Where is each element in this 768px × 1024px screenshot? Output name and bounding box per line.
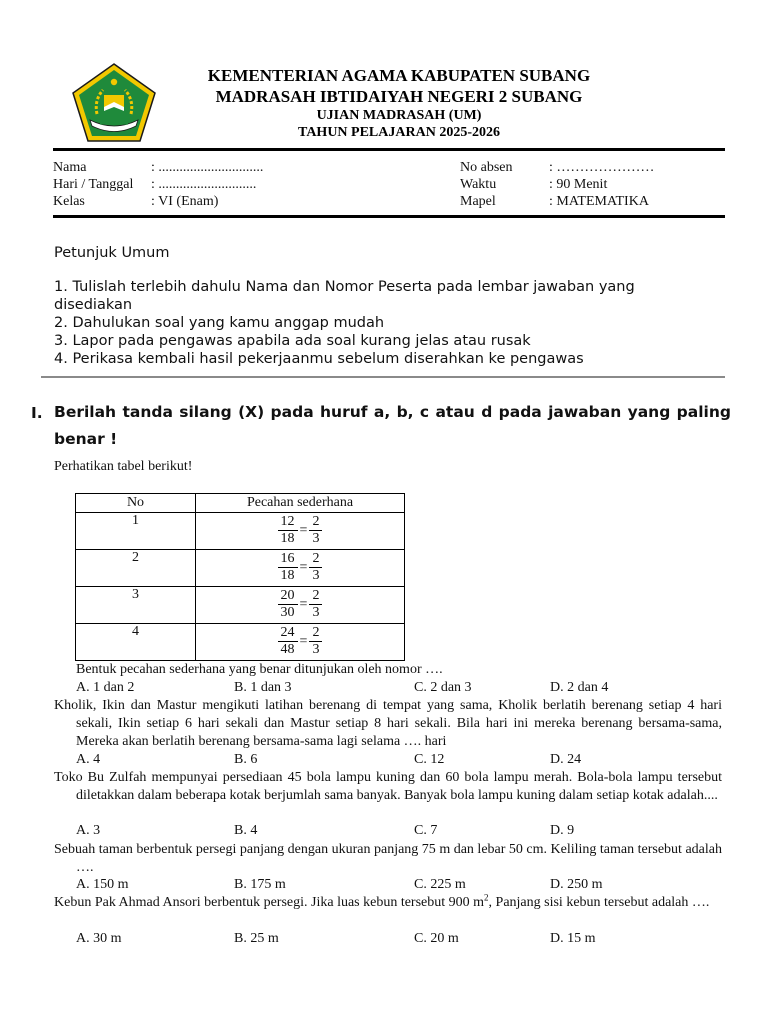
section-instruction: Berilah tanda silang (X) pada huruf a, b, c atau d pada jawaban yang paling benar ! — [54, 403, 731, 448]
superscript: 2 — [484, 892, 489, 903]
option-c[interactable]: C. 20 m — [414, 931, 459, 946]
option-c[interactable]: C. 225 m — [414, 877, 466, 892]
option-b[interactable]: B. 25 m — [234, 931, 279, 946]
field-absen: : ………………… — [549, 160, 655, 175]
row-fraction — [196, 587, 405, 624]
fraction-denominator: 3 — [312, 568, 320, 583]
option-c[interactable]: C. 12 — [414, 752, 445, 767]
fraction-numerator: 2 — [309, 625, 322, 642]
fraction-numerator: 12 — [278, 514, 298, 531]
header-ministry: KEMENTERIAN AGAMA KABUPATEN SUBANG — [207, 66, 591, 85]
option-a[interactable]: A. 1 dan 2 — [76, 680, 135, 695]
table-row — [76, 550, 405, 587]
header-exam: UJIAN MADRASAH (UM) — [316, 108, 482, 123]
option-d[interactable]: D. 15 m — [550, 931, 596, 946]
option-b[interactable]: B. 175 m — [234, 877, 286, 892]
row-fraction — [196, 624, 405, 661]
option-a[interactable]: A. 3 — [76, 823, 101, 838]
field-mapel: : MATEMATIKA — [549, 194, 649, 209]
option-d[interactable]: D. 24 — [550, 752, 582, 767]
label-nama: Nama — [53, 160, 87, 175]
table-header-fraction: Pecahan sederhana — [196, 494, 405, 513]
instruction-item: 3. Lapor pada pengawas apabila ada soal kurang jelas atau rusak — [54, 333, 531, 349]
field-waktu: : 90 Menit — [549, 177, 608, 192]
fraction-denominator: 3 — [312, 605, 320, 620]
instruction-item: 2. Dahulukan soal yang kamu anggap mudah — [54, 315, 385, 331]
option-a[interactable]: A. 150 m — [76, 877, 129, 892]
instruction-item: disediakan — [54, 297, 133, 313]
option-d[interactable]: D. 9 — [550, 823, 575, 838]
equals-sign: = — [299, 596, 308, 612]
table-intro: Perhatikan tabel berikut! — [54, 459, 193, 474]
question-text-part: Kebun Pak Ahmad Ansori berbentuk persegi. Jika luas kebun tersebut 900 m — [54, 895, 485, 910]
option-a[interactable]: A. 4 — [76, 752, 101, 767]
fraction-numerator: 24 — [278, 625, 298, 642]
fraction-numerator: 2 — [309, 551, 322, 568]
option-b[interactable]: B. 6 — [234, 752, 258, 767]
row-no: 2 — [76, 550, 196, 587]
kemenag-logo — [70, 62, 158, 144]
row-no: 4 — [76, 624, 196, 661]
equals-sign: = — [299, 633, 308, 649]
header-rule-top — [53, 148, 725, 151]
option-c[interactable]: C. 7 — [414, 823, 438, 838]
fraction-numerator: 2 — [309, 588, 322, 605]
option-a[interactable]: A. 30 m — [76, 931, 122, 946]
header-rule-bottom — [53, 215, 725, 218]
field-hari: : ............................ — [151, 177, 257, 192]
label-mapel: Mapel — [460, 194, 496, 209]
fraction-denominator: 30 — [280, 605, 295, 620]
question-text: Sebuah taman berbentuk persegi panjang dengan ukuran panjang 75 m dan lebar 50 cm. Keliling taman tersebut adalah …. — [54, 842, 722, 875]
table-header-row — [76, 494, 405, 513]
fraction-numerator: 20 — [278, 588, 298, 605]
question-text: Bentuk pecahan sederhana yang benar ditunjukan oleh nomor …. — [76, 662, 443, 677]
fraction-denominator: 18 — [280, 568, 295, 583]
fraction-denominator: 48 — [280, 642, 295, 657]
question-text — [54, 894, 722, 912]
label-kelas: Kelas — [53, 194, 85, 209]
fraction-denominator: 3 — [312, 531, 320, 546]
row-fraction — [196, 550, 405, 587]
fraction-numerator: 16 — [278, 551, 298, 568]
table-header-no: No — [76, 494, 196, 513]
fraction-numerator: 2 — [309, 514, 322, 531]
field-kelas: : VI (Enam) — [151, 194, 219, 209]
option-d[interactable]: D. 250 m — [550, 877, 603, 892]
row-no: 1 — [76, 513, 196, 550]
table-row — [76, 624, 405, 661]
label-hari: Hari / Tanggal — [53, 177, 134, 192]
instructions-title: Petunjuk Umum — [54, 245, 170, 261]
table-row — [76, 513, 405, 550]
option-b[interactable]: B. 4 — [234, 823, 258, 838]
section-divider — [41, 376, 725, 378]
equals-sign: = — [299, 522, 308, 538]
header-school: MADRASAH IBTIDAIYAH NEGERI 2 SUBANG — [215, 87, 583, 106]
field-nama: : .............................. — [151, 160, 264, 175]
question-text: Toko Bu Zulfah mempunyai persediaan 45 bola lampu kuning dan 60 bola lampu merah. Bola-bola lampu tersebut diletakkan dalam beberapa kotak berjumlah sama banyak. Banyak bola lampu kuning dalam setiap kotak adalah.... — [54, 770, 722, 803]
row-no: 3 — [76, 587, 196, 624]
header-year: TAHUN PELAJARAN 2025-2026 — [298, 125, 500, 140]
option-c[interactable]: C. 2 dan 3 — [414, 680, 472, 695]
fraction-denominator: 3 — [312, 642, 320, 657]
equals-sign: = — [299, 559, 308, 575]
option-d[interactable]: D. 2 dan 4 — [550, 680, 609, 695]
fraction-table — [75, 493, 405, 661]
section-numeral: I. — [31, 404, 43, 422]
table-row — [76, 587, 405, 624]
row-fraction — [196, 513, 405, 550]
instruction-item: 1. Tulislah terlebih dahulu Nama dan Nomor Peserta pada lembar jawaban yang — [54, 279, 635, 295]
label-waktu: Waktu — [460, 177, 497, 192]
label-absen: No absen — [460, 160, 513, 175]
question-text: Kholik, Ikin dan Mastur mengikuti latihan berenang di tempat yang sama, Kholik berlatih berenang setiap 4 hari sekali, Ikin setiap 6 hari sekali dan Mastur setiap 8 hari sekali. Bila hari ini mereka berenang bersama-sama, Mereka akan berlatih berenang bersama-sama lagi selama …. hari — [54, 698, 722, 749]
fraction-denominator: 18 — [280, 531, 295, 546]
instruction-item: 4. Perikasa kembali hasil pekerjaanmu sebelum diserahkan ke pengawas — [54, 351, 584, 367]
question-text-part: , Panjang sisi kebun tersebut adalah …. — [488, 895, 710, 910]
option-b[interactable]: B. 1 dan 3 — [234, 680, 292, 695]
